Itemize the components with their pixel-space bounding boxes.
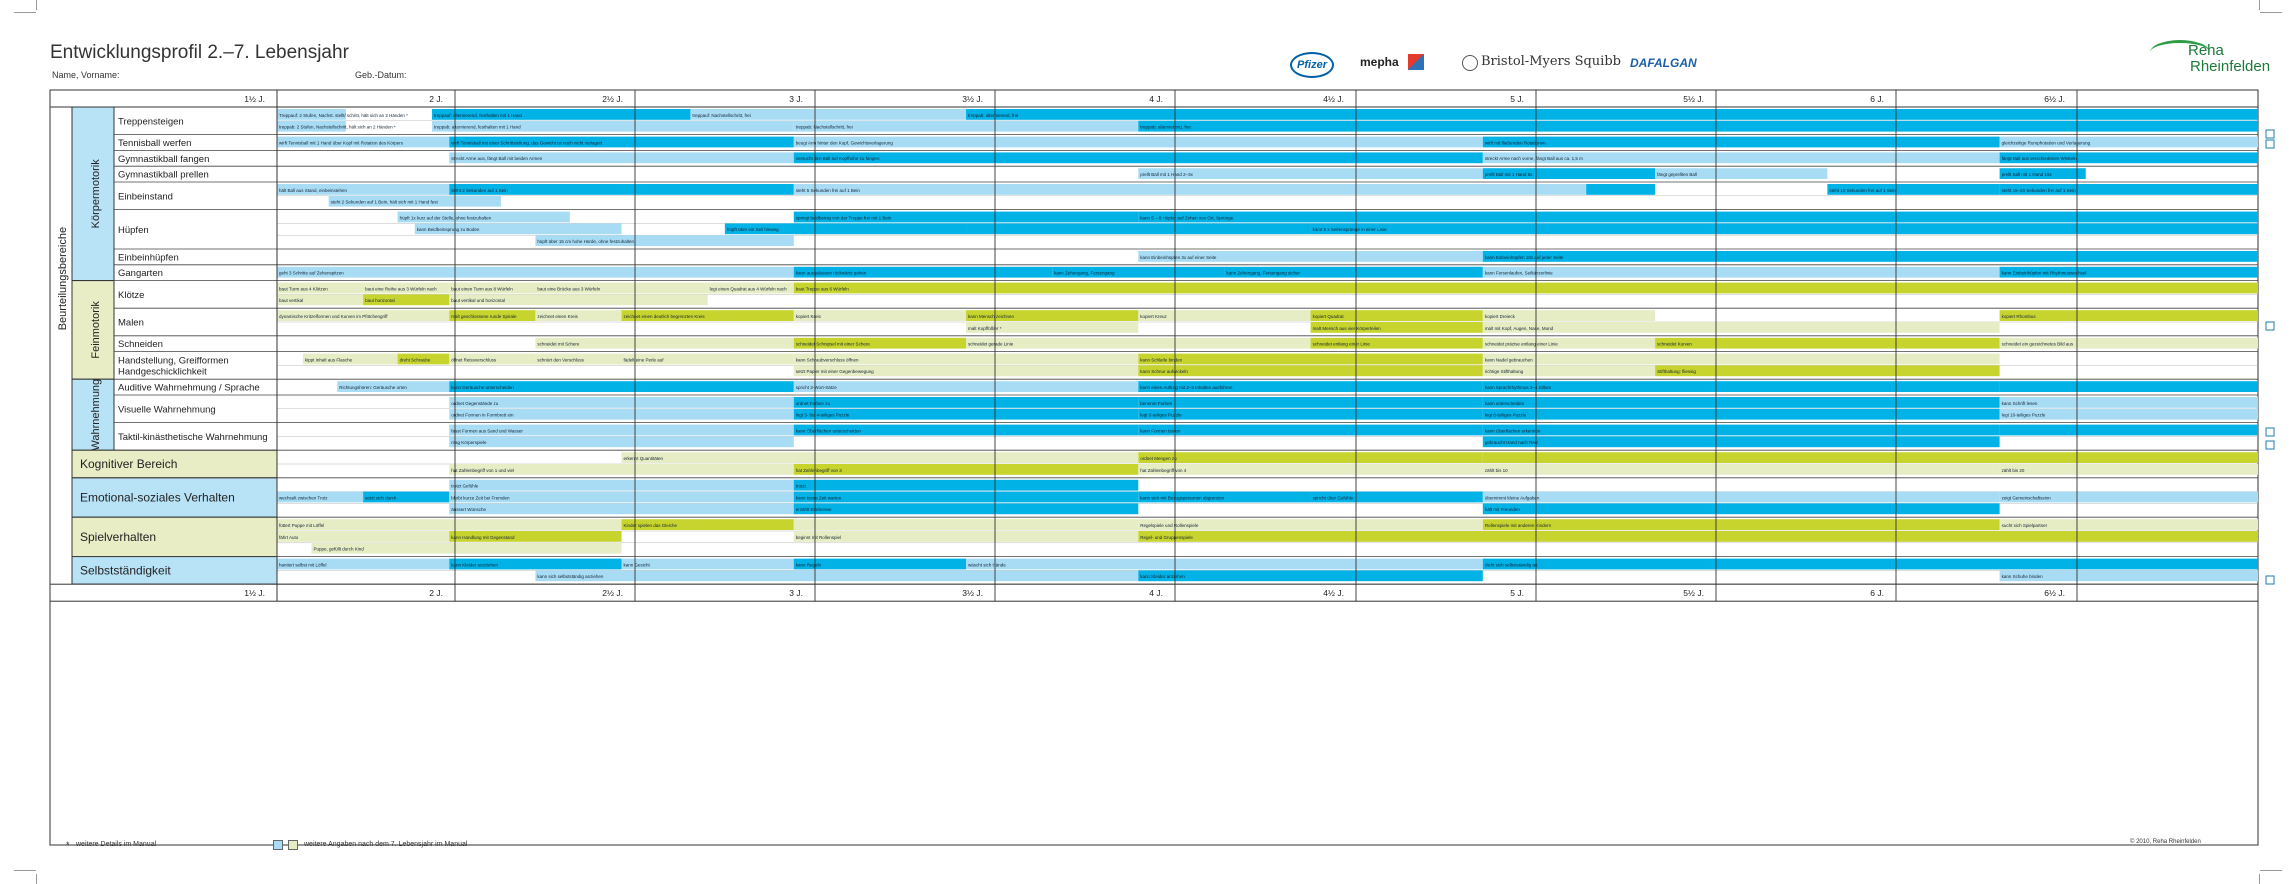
milestone-text: baut eine Reihe aus 3 Würfeln nach — [365, 286, 437, 292]
milestone-bar — [794, 503, 1139, 514]
time-axis-label-top: 3½ J. — [962, 94, 983, 104]
milestone-text: treppab: 2 Stufen, Nachstellschritt, hält sich an 2 Händen * — [279, 124, 396, 130]
milestone-text: Treppauf: 2 Stufen, Nachst. stellt/ schritt, hält sich an 2 Händen * — [279, 112, 408, 118]
milestone-text: fängt geprellten Ball — [1657, 172, 1697, 177]
milestone-text: setzt Papier mit einer Gegenbewegung — [795, 369, 874, 375]
row-label: Gymnastikball fangen — [118, 153, 210, 165]
group-label: Emotional-soziales Verhalten — [80, 490, 235, 505]
row-checkbox[interactable] — [2266, 428, 2274, 436]
milestone-text: baut vertikal — [279, 298, 304, 304]
milestone-text: kann Schuhe binden — [2001, 574, 2043, 580]
time-axis-label-top: 1½ J. — [244, 94, 265, 104]
milestone-text: baut einen Turm aus 8 Würfeln — [451, 286, 513, 292]
milestone-text: Rollenspiele mit anderen Kindern — [1484, 523, 1552, 528]
milestone-bar — [1138, 212, 2258, 223]
milestone-text: setzt sich durch — [365, 495, 397, 501]
row-checkbox[interactable] — [2266, 130, 2274, 138]
milestone-text: benennt Farben — [1140, 400, 1173, 406]
milestone-bar — [794, 184, 1586, 195]
milestone-bar — [1483, 381, 2000, 392]
milestone-text: kopiert Kreuz — [1140, 314, 1167, 319]
milestone-text: Stifthaltung: fliessig — [1657, 369, 1696, 375]
milestone-text: malt Mensch aus vier Körperteilen — [1312, 325, 1381, 331]
milestone-text: kann Beidbeinsprung zu Boden — [416, 227, 480, 233]
milestone-bar — [1655, 365, 2000, 376]
milestone-bar — [1483, 397, 2000, 408]
milestone-text: kann Oberflächen erkennen — [1484, 428, 1541, 434]
milestone-text: beugt Arm hinter den Kopf, Gewichtsverlagerung — [795, 140, 893, 146]
milestone-text: treppauf: Nachstellschritt, frei — [692, 112, 751, 118]
milestone-text: kann Einbeinhüpfen 10x auf jeder Seite — [1484, 254, 1564, 260]
milestone-bar — [794, 397, 1139, 408]
milestone-text: fasst Formen aus Sand und Wasser — [451, 428, 523, 434]
milestone-text: baut eine Brücke aus 3 Würfeln — [537, 286, 601, 292]
milestone-text: kann Handlung mit Gegenstand — [451, 534, 515, 540]
milestone-bar — [535, 570, 1138, 581]
milestone-text: fängt Ball aus verschiedenen Winkeln — [2001, 156, 2077, 162]
milestone-text: treppab: alternierend, frei — [968, 112, 1019, 118]
milestone-bar — [2000, 464, 2258, 475]
time-axis-label-bottom: 3½ J. — [962, 588, 983, 599]
milestone-text: kann Kleider anziehen — [1140, 574, 1185, 580]
milestone-text: kann Oberflächen unterscheiden — [795, 428, 861, 434]
milestone-text: schnürt den Verschluss — [537, 357, 584, 363]
milestone-bar — [2000, 381, 2258, 392]
milestone-text: springt beidbeinig von der Treppe frei mit 1 Bein — [795, 215, 892, 221]
milestone-text: hantiert selbst mit Löffel — [279, 562, 327, 568]
milestone-text: kann ausgelassen rückwärts gehen — [795, 270, 867, 276]
dob-field-label: Geb.-Datum: — [355, 70, 407, 80]
page-title: Entwicklungsprofil 2.–7. Lebensjahr — [50, 42, 349, 63]
row-label: Schneiden — [118, 339, 163, 351]
milestone-text: kann unterscheiden — [1484, 400, 1525, 406]
milestone-text: kann Fersenlaufen, Seiltänzerlinie — [1484, 270, 1553, 276]
milestone-text: malt geschlossene runde Spirale — [451, 314, 517, 319]
time-axis-label-bottom: 4½ J. — [1323, 588, 1344, 599]
row-label: Klötze — [118, 289, 145, 301]
milestone-text: streckt Arme nach vorne, fängt Ball aus ca. 1,5 m — [1484, 156, 1583, 162]
milestone-text: spricht über Gefühle — [1312, 495, 1354, 501]
milestone-bar — [1483, 492, 2000, 503]
time-axis-label-bottom: 3 J. — [789, 588, 803, 599]
milestone-bar — [794, 381, 1139, 392]
milestone-text: steht 10 Sekunden frei auf 1 Bein — [1829, 187, 1896, 193]
group-label: Wahrnehmung — [90, 378, 102, 451]
milestone-bar — [1483, 251, 2258, 262]
milestone-text: zeigt Gemeinschaftssinn — [2001, 495, 2051, 501]
milestone-text: steht 2 Sekunden auf 1 Bein — [451, 187, 508, 193]
time-axis-label-bottom: 6½ J. — [2044, 588, 2065, 599]
milestone-text: kann Sprachrhythmus 3–4 Silben — [1484, 385, 1552, 390]
dafalgan-logo: DAFALGAN — [1630, 56, 1697, 70]
time-axis-label-top: 5 J. — [1510, 94, 1524, 104]
milestone-bar — [1138, 531, 2258, 542]
milestone-text: wirft Tennisball mit 1 Hand über Kopf mit Rotation des Körpers — [279, 140, 403, 146]
time-axis-label-top: 6 J. — [1870, 94, 1884, 104]
milestone-text: streckt Arme aus, fängt Ball mit beiden Armen — [451, 156, 543, 162]
milestone-text: ordnet Gegenstände zu — [451, 400, 499, 406]
milestone-text: kann Regeln — [795, 562, 822, 568]
milestone-bar — [1586, 184, 1655, 195]
milestone-text: zieht sich selbstständig an — [1484, 562, 1538, 568]
time-axis-label-top: 6½ J. — [2044, 94, 2065, 104]
time-axis-label-bottom: 5 J. — [1510, 588, 1524, 599]
milestone-text: Kinder spielen das Gleiche — [623, 523, 678, 528]
milestone-text: prellt Ball mit 1 Hand 5x — [1484, 172, 1533, 177]
milestone-text: steht 2 Sekunden auf 1 Bein, hält sich mit 1 Hand fest — [330, 199, 438, 205]
milestone-text: Regel- und Gruppenspiele — [1140, 534, 1193, 540]
milestone-text: schneidet Schnipsel mit einer Schere — [795, 341, 870, 347]
row-label: Handgeschicklichkeit — [118, 366, 207, 378]
milestone-text: kippt Inhalt aus Flasche — [304, 357, 353, 363]
milestone-bar — [449, 519, 621, 530]
row-label: Gangarten — [118, 268, 163, 280]
milestone-text: wirft mit fließenden Rotationen — [1484, 140, 1546, 146]
milestone-text: dreht Schraube — [399, 357, 431, 363]
milestone-bar — [277, 531, 449, 542]
milestone-bar — [1138, 570, 1483, 581]
milestone-text: hat Zahlenbegriff von 4 — [1140, 467, 1187, 473]
milestone-text: beginnt mit Rollenspiel — [795, 534, 842, 540]
copyright: © 2010, Reha Rheinfelden — [2130, 839, 2201, 845]
milestone-bar — [449, 436, 794, 447]
milestone-text: zeichnet einen deutlich begrenzten Kreis — [623, 314, 705, 319]
row-label: Handstellung, Greifformen — [118, 355, 229, 367]
milestone-text: kopiert Quadrat — [1312, 314, 1344, 319]
row-label: Hüpfen — [118, 224, 149, 236]
milestone-bar — [1483, 559, 2258, 570]
milestone-bar — [1138, 452, 1483, 463]
milestone-bar — [794, 480, 1139, 491]
row-label: Einbeinstand — [118, 191, 173, 203]
time-axis-label-top: 5½ J. — [1683, 94, 1704, 104]
time-axis-label-bottom: 2½ J. — [602, 588, 623, 599]
milestone-text: schneidet präzise entlang einer Linie — [1484, 341, 1558, 347]
milestone-text: legt 8-teiliges Puzzle — [1484, 412, 1527, 418]
milestone-text: hat Zahlenbegriff von 3 — [795, 467, 842, 473]
milestone-text: Regelspiele und Rollenspiele — [1140, 523, 1199, 528]
milestone-text: prellt Ball mit 1 Hand 10x — [2001, 172, 2052, 177]
milestone-bar — [794, 152, 1483, 163]
milestone-text: zählt bis 20 — [2001, 467, 2025, 473]
milestone-text: öffnet Reissverschluss — [451, 357, 497, 363]
milestone-text: erkennt Quantitäten — [623, 456, 664, 461]
milestone-text: hält mit Freunden — [1484, 507, 1520, 513]
milestone-text: hüpft über 15 cm hohe Hürde, ohne festzuhalten — [537, 239, 634, 244]
group-label: Selbstständigkeit — [80, 563, 171, 578]
time-axis-label-bottom: 4 J. — [1149, 588, 1163, 599]
milestone-bar — [966, 559, 1483, 570]
milestone-text: ordnet Formen in Formbrett ein — [451, 412, 514, 418]
milestone-text: kann Einbeinhüpfen 3x auf einer Seite — [1140, 254, 1217, 260]
group-label: Feinmotorik — [90, 301, 102, 359]
time-axis-label-top: 4½ J. — [1323, 94, 1344, 104]
milestone-text: treppauf: alternierend, festhalten mit 1 Hand — [434, 112, 522, 118]
group-label: Kognitiver Bereich — [80, 457, 178, 471]
milestone-bar — [449, 397, 794, 408]
milestone-text: äussert Wünsche — [451, 507, 487, 513]
milestone-text: kann Nadel gebrauchen — [1484, 357, 1533, 363]
milestone-text: hält Ball aus Stand, einbeinstehen — [279, 187, 348, 193]
milestone-text: versucht den Ball auf Kopfhöhe zu fangen — [795, 156, 880, 162]
milestone-text: kann Schleife binden — [1140, 357, 1183, 363]
milestone-text: prellt Ball mit 1 Hand 2–3x — [1140, 172, 1193, 177]
milestone-text: kann Zehengang, Fersengang sicher — [1226, 270, 1300, 276]
time-axis-label-top: 2 J. — [429, 94, 443, 104]
milestone-text: treppab: alternierend, festhalten mit 1 Hand — [434, 124, 521, 130]
milestone-bar — [1138, 464, 1483, 475]
milestone-bar — [794, 531, 1139, 542]
row-label: Auditive Wahrnehmung / Sprache — [118, 382, 260, 394]
milestone-text: baut Treppe aus 6 Würfeln — [795, 286, 849, 292]
milestone-text: schneidet gerade Linie — [968, 341, 1014, 347]
milestone-text: dynamische Kritzelformen und Kurven im Pfötchengriff — [279, 314, 388, 319]
row-checkbox[interactable] — [2266, 576, 2274, 584]
milestone-text: kann Einbeinhüpfen mit Rhythmuswechsel — [2001, 270, 2087, 276]
milestone-bar — [1483, 425, 2000, 436]
milestone-text: spricht 3-Wort-Sätze — [795, 385, 837, 390]
milestone-text: schneidet mit Schere — [537, 341, 580, 347]
row-label: Visuelle Wahrnehmung — [118, 404, 216, 416]
row-label: Gymnastikball prellen — [118, 169, 209, 181]
milestone-bar — [1483, 436, 2000, 447]
milestone-text: kopiert Rhombus — [2001, 314, 2036, 319]
milestone-text: wäscht sich Hände — [968, 562, 1006, 568]
bms-logo: Bristol-Myers Squibb — [1481, 54, 1621, 69]
milestone-text: kopiert Kreis — [795, 314, 821, 319]
group-label: Körpermotorik — [90, 159, 102, 229]
milestone-text: fädelt eine Perle auf — [623, 357, 664, 363]
reha-logo-line1: Reha — [2188, 42, 2224, 59]
milestone-text: kann sich selbstständig anziehen — [537, 574, 604, 580]
milestone-text: Puppe, gefüllt durch Kind — [313, 546, 364, 552]
row-label: Tennisball werfen — [118, 138, 192, 149]
milestone-text: erzählt Erlebnisse — [795, 507, 832, 513]
milestone-text: baut Turm aus 4 Klötzen — [279, 286, 328, 292]
milestone-bar — [449, 480, 794, 491]
name-field-label: Name, Vorname: — [52, 70, 120, 80]
milestone-text: kann Gesicht — [623, 562, 650, 568]
time-axis-label-top: 3 J. — [789, 94, 803, 104]
time-axis-label-bottom: 5½ J. — [1683, 588, 1704, 599]
group-label: Spielverhalten — [80, 529, 157, 544]
pfizer-logo: Pfizer — [1290, 52, 1334, 78]
milestone-text: sucht sich Spielpartner — [2001, 523, 2048, 528]
milestone-text: geht 3 Schritte auf Zehenspitzen — [279, 270, 344, 276]
milestone-text: wirft Tennisball mit einer Schrittstellung, das Gewicht ist noch nicht verlagert — [451, 140, 603, 146]
milestone-text: wechselt zwischen Trotz — [279, 495, 328, 501]
milestone-text: ordnet Farben zu — [795, 400, 831, 406]
milestone-text: mag Körperspiele — [451, 440, 487, 446]
milestone-bar — [1483, 409, 2000, 420]
milestone-text: legt einen Quadrat aus 4 Würfeln nach — [709, 286, 787, 292]
row-label: Taktil-kinästhetische Wahrnehmung — [118, 431, 268, 443]
milestone-text: baut vertikal und horizontal — [451, 298, 506, 304]
outer-label: Beurteilungsbereiche — [57, 226, 69, 331]
row-label: Malen — [118, 317, 144, 329]
milestone-bar — [1483, 503, 2000, 514]
milestone-bar — [277, 267, 794, 278]
footnote-manual: weitere Details im Manual — [76, 841, 157, 848]
row-checkbox[interactable] — [2266, 322, 2274, 330]
milestone-text: trotzt — [795, 483, 806, 489]
footnote-after-7: weitere Angaben nach dem 7. Lebensjahr im Manual — [304, 841, 468, 848]
time-axis-label-bottom: 2 J. — [429, 588, 443, 599]
milestone-text: legt 3- bis 4-teiliges Puzzle — [795, 412, 850, 418]
mepha-logo: mepha — [1360, 55, 1399, 69]
milestone-text: legt 6-teiliges Puzzle — [1140, 412, 1182, 418]
milestone-text: kann sich mit Bezugspersonen abgrenzen — [1140, 495, 1225, 501]
footnote-star: * — [66, 840, 70, 850]
milestone-text: füttert Puppe mit Löffel — [279, 523, 325, 528]
milestone-text: bleibt kurze Zeit bei Fremden — [451, 495, 510, 501]
milestone-text: kann 5 x Seitensprünge in einer Linie — [1312, 227, 1387, 233]
milestone-text: fährt Auto — [279, 534, 299, 540]
milestone-text: kann Schraubverschluss öffnen — [795, 357, 859, 363]
milestone-text: legt 10-teiliges Puzzle — [2001, 412, 2046, 418]
milestone-text: zählt bis 10 — [1484, 467, 1508, 473]
milestone-text: treppab: Nachstellschritt, frei — [795, 124, 853, 130]
milestone-text: steht 5 Sekunden frei auf 1 Bein — [795, 187, 860, 193]
milestone-text: hat Zahlenbegriff von 1 und viel — [451, 467, 514, 473]
milestone-text: schneidet entlang einer Linie — [1312, 341, 1370, 347]
milestone-bar — [1483, 464, 2000, 475]
milestone-text: hüpft 1x kurz auf der Stelle, ohne festzuhalten — [399, 215, 492, 221]
milestone-text: kann einen Auftrag mit 2–3 Inhalten ausführen — [1140, 385, 1233, 390]
milestone-bar — [1138, 354, 1483, 365]
milestone-text: malt mit Kopf, Augen, Nase, Mund — [1484, 325, 1554, 331]
row-label: Treppensteigen — [118, 116, 184, 128]
milestone-text: kann Kleider ausziehen — [451, 562, 499, 568]
milestone-bar — [966, 223, 1311, 234]
milestone-bar — [1138, 365, 1483, 376]
milestone-bar — [1138, 121, 2258, 132]
milestone-text: zeichnet einen Kreis — [537, 314, 578, 319]
milestone-text: kann Schnur aufwickeln — [1140, 369, 1188, 375]
milestone-text: ordnet Mengen zu — [1140, 456, 1177, 461]
milestone-bar — [2000, 425, 2258, 436]
legend-olive-square — [288, 840, 298, 850]
milestone-text: trotzt Gefühle — [451, 483, 479, 489]
milestone-bar — [794, 464, 1139, 475]
milestone-bar — [2000, 310, 2258, 321]
milestone-text: kann Geräusche unterscheiden — [451, 385, 514, 390]
milestone-text: richtige Stifthaltung — [1484, 369, 1524, 375]
milestone-text: malt Kopffüßler * — [968, 325, 1002, 331]
time-axis-label-bottom: 1½ J. — [244, 588, 265, 599]
legend-blue-square — [273, 840, 283, 850]
milestone-bar — [966, 109, 2258, 120]
milestone-text: kopiert Dreieck — [1484, 314, 1515, 319]
row-label: Einbeinhüpfen — [118, 252, 179, 264]
milestone-text: hüpft über ein Seil hinweg — [726, 227, 779, 233]
milestone-text: gebraucht Hand nach Reiz — [1484, 440, 1539, 446]
milestone-bar — [1138, 397, 1483, 408]
milestone-text: kann Zehengang, Fersengang — [1054, 270, 1115, 276]
milestone-text: kann kurze Zeit warten — [795, 495, 842, 501]
milestone-bar — [966, 338, 1311, 349]
milestone-bar — [794, 137, 1483, 148]
milestone-bar — [622, 184, 794, 195]
milestone-bar — [1483, 354, 2000, 365]
milestone-bar — [1483, 452, 2258, 463]
milestone-bar — [794, 283, 2258, 294]
milestone-bar — [449, 503, 794, 514]
milestone-bar — [1483, 322, 2000, 333]
row-checkbox[interactable] — [2266, 441, 2274, 449]
milestone-bar — [1311, 223, 2258, 234]
row-checkbox[interactable] — [2266, 140, 2274, 148]
time-axis-label-top: 2½ J. — [602, 94, 623, 104]
milestone-text: schneidet Kurven — [1657, 341, 1692, 347]
milestone-text: steht 15–20 Sekunden frei auf 1 Bein — [2001, 187, 2076, 193]
milestone-bar — [794, 452, 1139, 463]
milestone-text: treppab: alternierend, frei — [1140, 124, 1191, 130]
milestone-bar — [794, 492, 1139, 503]
milestone-bar — [794, 519, 1139, 530]
milestone-bar — [1483, 519, 2000, 530]
milestone-text: kann Mensch zeichnen — [968, 314, 1015, 319]
milestone-text: kann Formen tasten — [1140, 428, 1181, 434]
milestone-bar — [1655, 338, 2000, 349]
milestone-bar — [1483, 137, 2000, 148]
milestone-text: kann 5 – 8 Hüpfer auf Zehen von Ort, Sprünge — [1140, 215, 1234, 221]
milestone-text: Richtungshören: Geräusche orten — [339, 385, 407, 390]
milestone-text: gleichzeitige Rumpfrotation und Verlagerung — [2001, 140, 2091, 146]
milestone-bar — [2000, 397, 2258, 408]
milestone-text: kann Schrift lesen — [2001, 400, 2038, 406]
milestone-text: schneidet ein gezeichnetes Bild aus — [2001, 341, 2074, 347]
milestone-text: übernimmt kleine Aufgaben — [1484, 495, 1540, 501]
reha-logo-line2: Rheinfelden — [2190, 58, 2271, 75]
time-axis-label-bottom: 6 J. — [1870, 588, 1884, 599]
milestone-bar — [1483, 267, 2000, 278]
time-axis-label-top: 4 J. — [1149, 94, 1163, 104]
milestone-bar — [1138, 409, 1483, 420]
milestone-bar — [1138, 425, 1483, 436]
milestone-text: baut horizontal — [365, 298, 395, 304]
